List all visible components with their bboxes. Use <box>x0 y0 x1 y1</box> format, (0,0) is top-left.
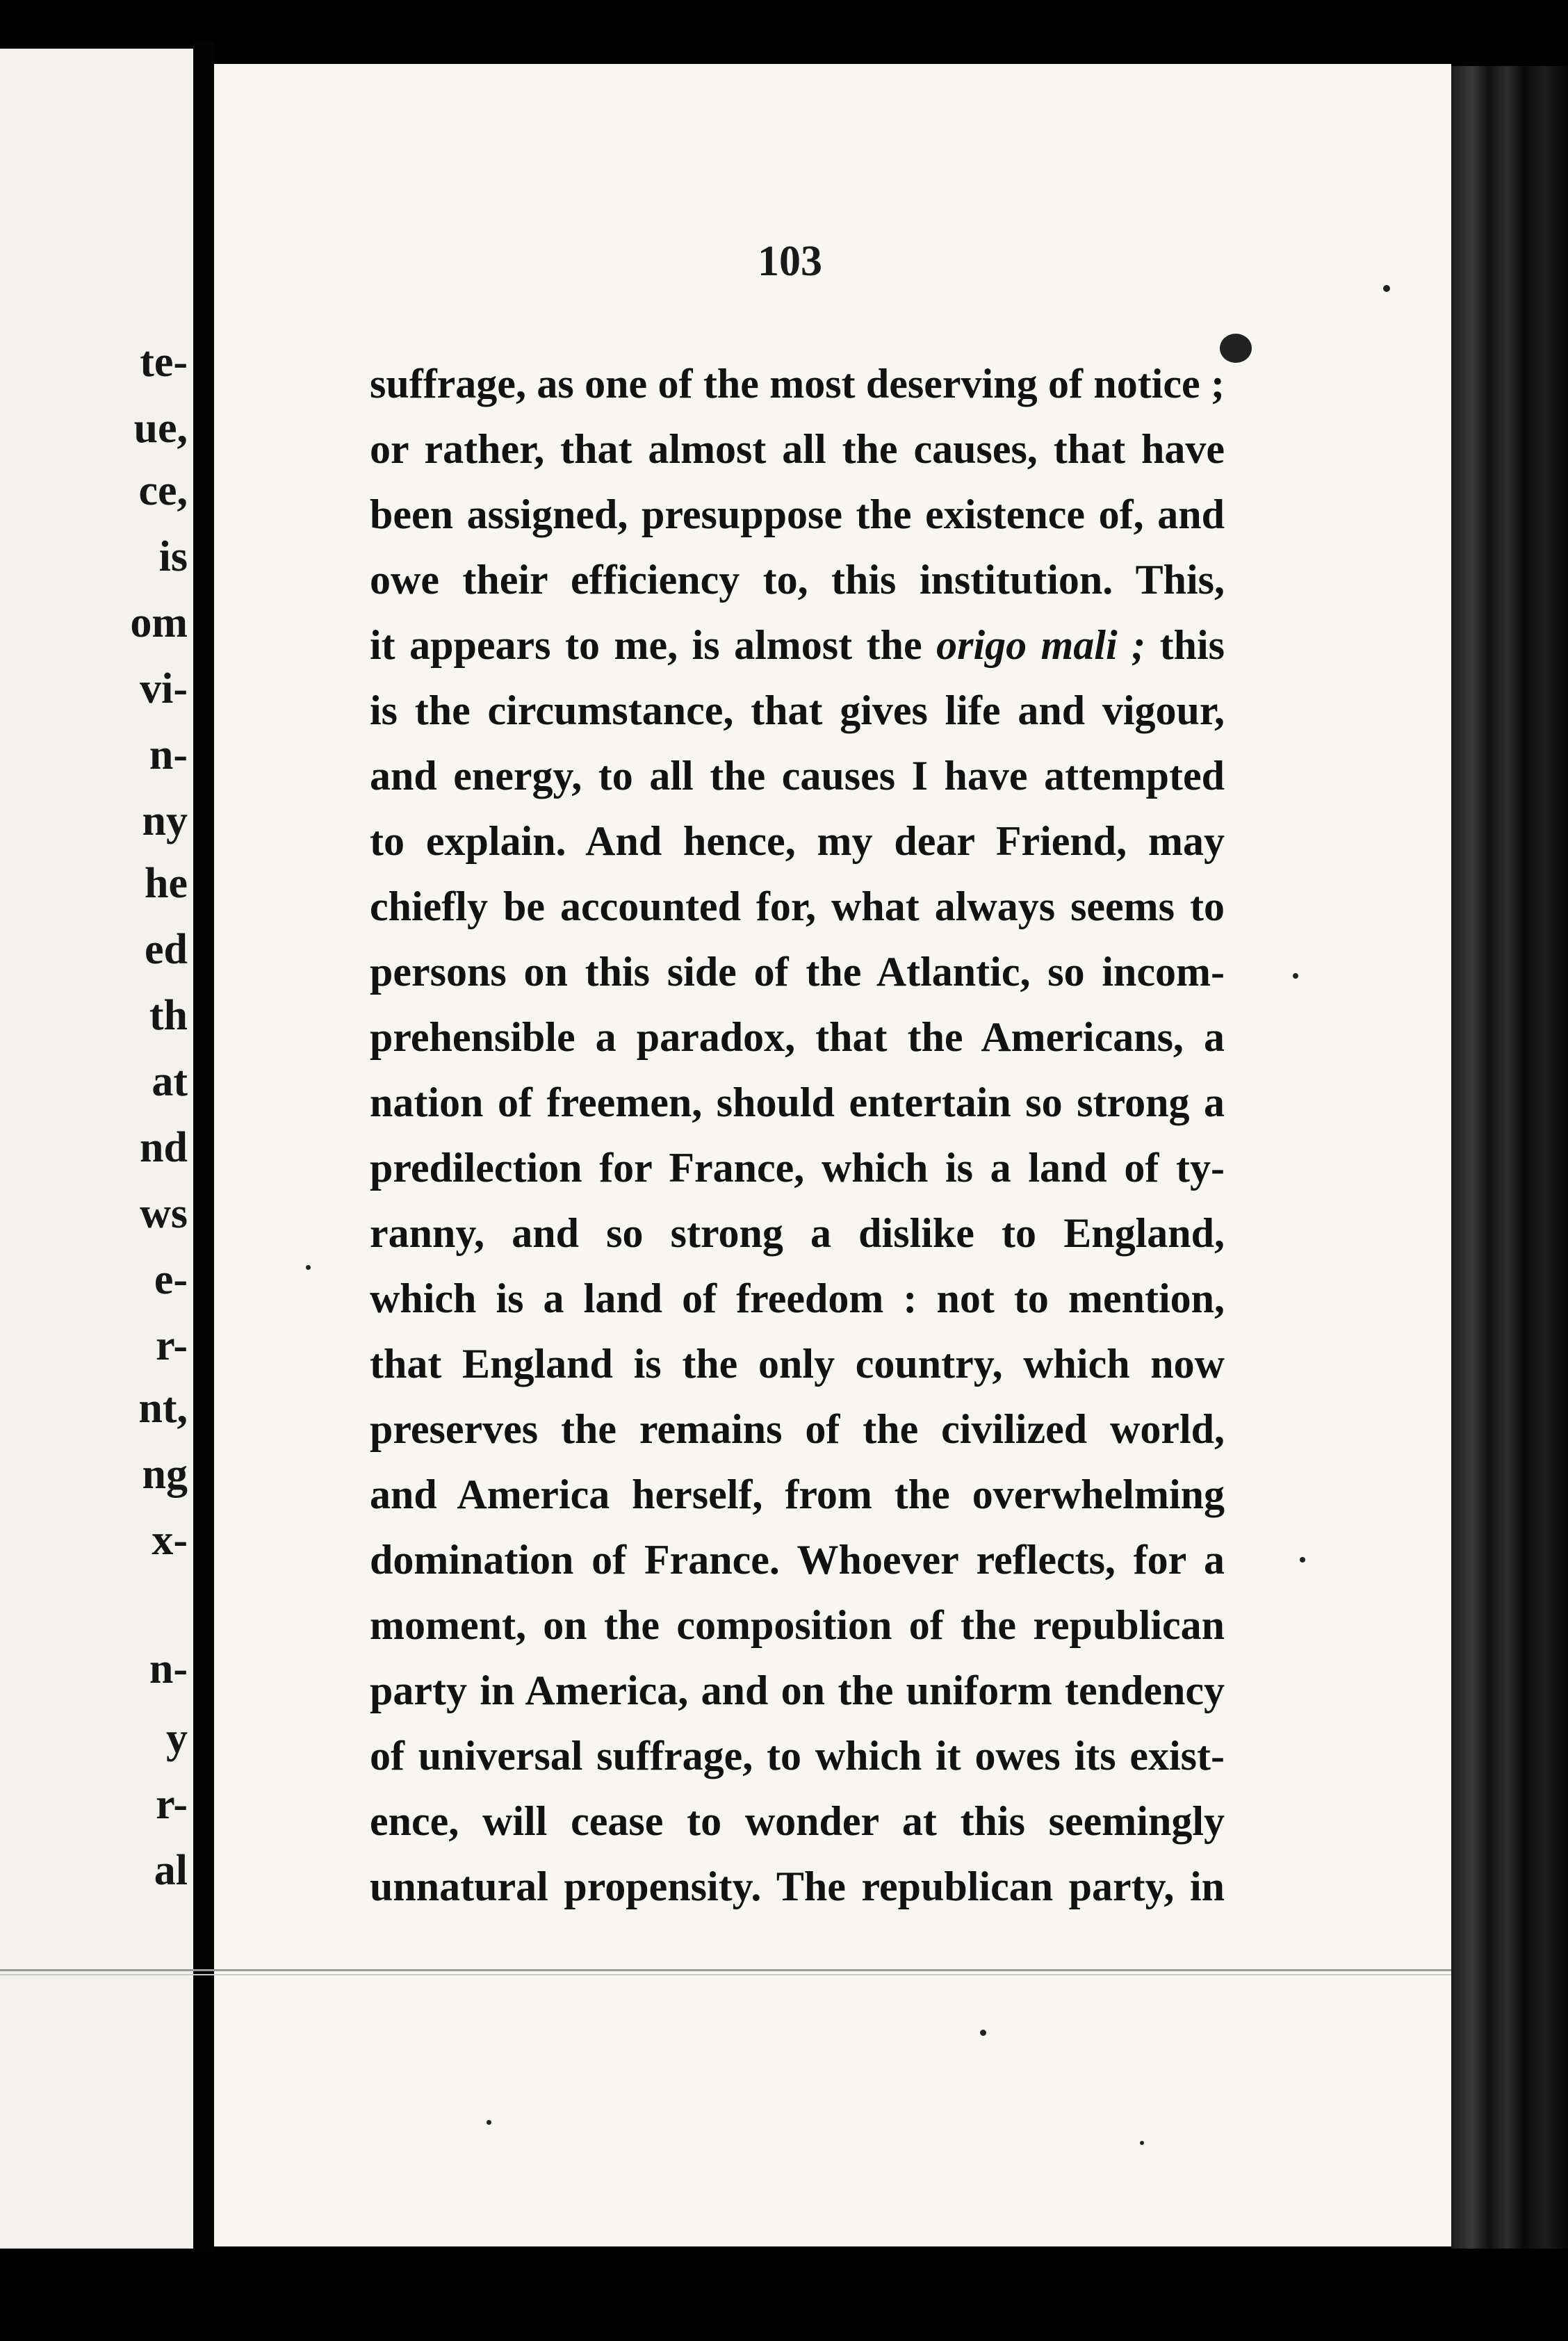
text-line <box>370 612 1225 678</box>
left-fragment: th <box>149 992 188 1039</box>
scan-speck <box>1293 973 1298 979</box>
text-line: that England is the only country, which now <box>370 1341 1225 1387</box>
page-body-text <box>370 351 1225 1919</box>
scan-speck <box>980 2030 986 2036</box>
text-line: chiefly be accounted for, what always seems to <box>370 883 1225 929</box>
text-line: persons on this side of the Atlantic, so incom- <box>370 949 1225 995</box>
scan-speck <box>306 1265 311 1270</box>
left-fragment: y <box>166 1715 188 1762</box>
left-fragment: ny <box>142 797 188 845</box>
scan-speck <box>1300 1557 1305 1563</box>
text-line: domination of France. Whoever reflects, for a <box>370 1537 1225 1583</box>
text-line: is the circumstance, that gives life and vigour, <box>370 687 1225 733</box>
scan-speck <box>1140 2141 1144 2145</box>
text-line: moment, on the composition of the republican <box>370 1602 1225 1648</box>
text-line: and energy, to all the causes I have attempted <box>370 753 1225 799</box>
left-fragment: e- <box>154 1256 188 1303</box>
text-line: ranny, and so strong a dislike to England, <box>370 1210 1225 1256</box>
left-fragment: r- <box>156 1322 188 1369</box>
book-binding-edge <box>1451 66 1568 2249</box>
left-fragment: he <box>145 860 188 907</box>
text-line: unnatural propensity. The republican party, in <box>370 1863 1225 1909</box>
left-fragment: al <box>154 1847 188 1894</box>
left-fragment: ed <box>145 926 188 973</box>
left-fragment: ws <box>140 1190 188 1237</box>
left-fragment: x- <box>152 1517 188 1564</box>
text-line: nation of freemen, should entertain so strong a <box>370 1079 1225 1125</box>
book-gutter <box>193 42 214 2252</box>
left-fragment: nd <box>140 1124 188 1171</box>
scan-speck <box>487 2120 491 2125</box>
text-segment: it appears to me, is almost the <box>370 622 922 668</box>
left-fragment: om <box>130 599 188 646</box>
left-fragment: n- <box>149 731 188 778</box>
previous-page-fragment <box>0 49 193 2249</box>
left-fragment: r- <box>156 1781 188 1828</box>
text-line: and America herself, from the overwhelming <box>370 1471 1225 1517</box>
text-line: of universal suffrage, to which it owes its exist- <box>370 1733 1225 1779</box>
scan-speck <box>1383 285 1390 292</box>
text-line: been assigned, presuppose the existence of, and <box>370 491 1225 537</box>
left-fragment: vi- <box>140 665 188 712</box>
text-line: ence, will cease to wonder at this seemingly <box>370 1798 1225 1844</box>
left-fragment: ng <box>142 1451 188 1498</box>
left-fragment: te- <box>140 338 188 386</box>
text-line: or rather, that almost all the causes, that have <box>370 426 1225 472</box>
page-fold-line <box>0 1974 1453 1975</box>
text-line: prehensible a paradox, that the Americans, a <box>370 1014 1225 1060</box>
text-line: which is a land of freedom : not to mention, <box>370 1275 1225 1321</box>
text-line: to explain. And hence, my dear Friend, may <box>370 818 1225 864</box>
left-fragment: ue, <box>133 405 188 452</box>
text-line: owe their efficiency to, this institution. This, <box>370 557 1225 603</box>
page-number: 103 <box>758 238 822 285</box>
page-fold-line <box>0 1969 1453 1971</box>
text-line: preserves the remains of the civilized world, <box>370 1406 1225 1452</box>
text-line: party in America, and on the uniform tendency <box>370 1667 1225 1713</box>
left-fragment: at <box>152 1058 188 1105</box>
left-fragment: n- <box>149 1645 188 1692</box>
left-fragment: is <box>158 533 188 580</box>
left-fragment: ce, <box>138 467 188 514</box>
text-line: predilection for France, which is a land of ty- <box>370 1145 1225 1191</box>
ink-blot <box>1220 334 1252 363</box>
left-fragment: nt, <box>138 1385 188 1432</box>
italic-phrase: origo mali ; <box>936 622 1146 668</box>
text-segment: this <box>1159 622 1225 668</box>
text-line: suffrage, as one of the most deserving of notice ; <box>370 361 1225 407</box>
